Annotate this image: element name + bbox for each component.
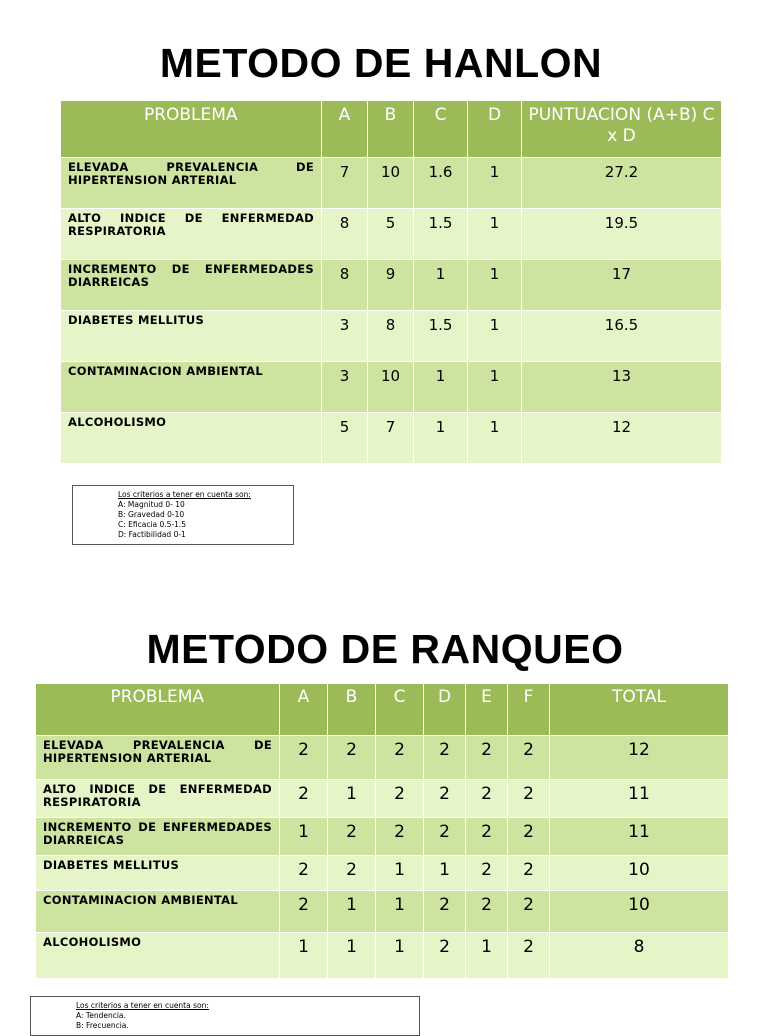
total-cell: 11 <box>550 818 729 856</box>
total-cell: 10 <box>550 856 729 891</box>
value-cell: 2 <box>328 818 376 856</box>
value-cell: 1 <box>414 260 468 311</box>
table-row <box>61 362 722 413</box>
score-cell: 13 <box>522 362 722 413</box>
ranqueo-header-c: C <box>376 684 424 736</box>
hanlon-header-a: A <box>322 101 368 158</box>
table-row <box>61 209 722 260</box>
value-cell: 1 <box>414 362 468 413</box>
value-cell: 2 <box>424 933 466 979</box>
value-cell: 5 <box>368 209 414 260</box>
table-row <box>36 933 729 979</box>
problem-cell: ALCOHOLISMO <box>36 933 280 979</box>
value-cell: 2 <box>328 856 376 891</box>
value-cell: 1 <box>424 856 466 891</box>
criteria-line: B: Frecuencia. <box>76 1021 129 1030</box>
value-cell: 3 <box>322 311 368 362</box>
table-row <box>36 736 729 780</box>
value-cell: 1 <box>280 818 328 856</box>
value-cell: 2 <box>508 818 550 856</box>
problem-cell: CONTAMINACION AMBIENTAL <box>61 362 322 413</box>
value-cell: 7 <box>322 158 368 209</box>
ranqueo-header-problema: PROBLEMA <box>36 684 280 736</box>
ranqueo-table <box>35 684 729 979</box>
table-row <box>36 780 729 818</box>
total-cell: 11 <box>550 780 729 818</box>
hanlon-table <box>60 101 722 464</box>
value-cell: 8 <box>322 260 368 311</box>
value-cell: 2 <box>376 780 424 818</box>
value-cell: 2 <box>466 891 508 933</box>
score-cell: 19.5 <box>522 209 722 260</box>
value-cell: 2 <box>424 818 466 856</box>
value-cell: 1 <box>468 311 522 362</box>
value-cell: 1.5 <box>414 311 468 362</box>
value-cell: 2 <box>424 780 466 818</box>
table-row <box>36 856 729 891</box>
score-cell: 16.5 <box>522 311 722 362</box>
problem-cell: DIABETES MELLITUS <box>36 856 280 891</box>
value-cell: 2 <box>424 736 466 780</box>
value-cell: 2 <box>466 780 508 818</box>
value-cell: 2 <box>280 891 328 933</box>
value-cell: 1 <box>468 260 522 311</box>
value-cell: 2 <box>466 856 508 891</box>
table-row <box>61 311 722 362</box>
value-cell: 9 <box>368 260 414 311</box>
value-cell: 1 <box>468 413 522 464</box>
ranqueo-title: METODO DE RANQUEO <box>146 626 624 672</box>
criteria-line: B: Gravedad 0-10 <box>118 510 185 519</box>
ranqueo-criteria-box <box>30 996 420 1036</box>
problem-cell: ELEVADA PREVALENCIA DE HIPERTENSION ARTERIAL <box>61 158 322 209</box>
value-cell: 2 <box>508 891 550 933</box>
value-cell: 2 <box>328 736 376 780</box>
value-cell: 2 <box>280 780 328 818</box>
value-cell: 2 <box>376 818 424 856</box>
value-cell: 1 <box>328 933 376 979</box>
table-row <box>61 260 722 311</box>
value-cell: 1 <box>468 158 522 209</box>
value-cell: 2 <box>508 856 550 891</box>
score-cell: 27.2 <box>522 158 722 209</box>
table-row <box>61 158 722 209</box>
value-cell: 1 <box>468 209 522 260</box>
problem-cell: ALCOHOLISMO <box>61 413 322 464</box>
value-cell: 3 <box>322 362 368 413</box>
value-cell: 2 <box>466 818 508 856</box>
ranqueo-header-total: TOTAL <box>550 684 729 736</box>
total-cell: 12 <box>550 736 729 780</box>
hanlon-criteria-box <box>72 485 294 545</box>
problem-cell: CONTAMINACION AMBIENTAL <box>36 891 280 933</box>
value-cell: 2 <box>508 933 550 979</box>
ranqueo-header-b: B <box>328 684 376 736</box>
value-cell: 5 <box>322 413 368 464</box>
value-cell: 2 <box>424 891 466 933</box>
problem-cell: ALTO INDICE DE ENFERMEDAD RESPIRATORIA <box>36 780 280 818</box>
value-cell: 1.5 <box>414 209 468 260</box>
problem-cell: INCREMENTO DE ENFERMEDADES DIARREICAS <box>61 260 322 311</box>
problem-cell: DIABETES MELLITUS <box>61 311 322 362</box>
value-cell: 1 <box>376 933 424 979</box>
value-cell: 1 <box>328 891 376 933</box>
table-row <box>61 413 722 464</box>
value-cell: 8 <box>368 311 414 362</box>
hanlon-header-d: D <box>468 101 522 158</box>
hanlon-header-b: B <box>368 101 414 158</box>
value-cell: 2 <box>280 856 328 891</box>
value-cell: 1 <box>376 856 424 891</box>
value-cell: 1 <box>466 933 508 979</box>
value-cell: 1 <box>376 891 424 933</box>
problem-cell: ALTO INDICE DE ENFERMEDAD RESPIRATORIA <box>61 209 322 260</box>
value-cell: 7 <box>368 413 414 464</box>
hanlon-header-problema: PROBLEMA <box>61 101 322 158</box>
criteria-heading: Los criterios a tener en cuenta son: <box>76 1001 209 1010</box>
value-cell: 1 <box>414 413 468 464</box>
value-cell: 10 <box>368 362 414 413</box>
value-cell: 2 <box>508 780 550 818</box>
score-cell: 17 <box>522 260 722 311</box>
value-cell: 1 <box>468 362 522 413</box>
criteria-line: D: Factibilidad 0-1 <box>118 530 186 539</box>
value-cell: 1 <box>280 933 328 979</box>
value-cell: 8 <box>322 209 368 260</box>
value-cell: 2 <box>376 736 424 780</box>
hanlon-title: METODO DE HANLON <box>159 40 603 86</box>
ranqueo-header-d: D <box>424 684 466 736</box>
criteria-heading: Los criterios a tener en cuenta son: <box>118 490 251 499</box>
value-cell: 2 <box>508 736 550 780</box>
criteria-line: A: Tendencia. <box>76 1011 126 1020</box>
total-cell: 10 <box>550 891 729 933</box>
problem-cell: ELEVADA PREVALENCIA DE HIPERTENSION ARTERIAL <box>36 736 280 780</box>
ranqueo-header-e: E <box>466 684 508 736</box>
criteria-line: C: Eficacia 0.5-1.5 <box>118 520 187 529</box>
hanlon-header-row <box>61 101 722 158</box>
value-cell: 1.6 <box>414 158 468 209</box>
table-row <box>36 891 729 933</box>
problem-cell: INCREMENTO DE ENFERMEDADES DIARREICAS <box>36 818 280 856</box>
ranqueo-header-f: F <box>508 684 550 736</box>
total-cell: 8 <box>550 933 729 979</box>
ranqueo-header-row <box>36 684 729 736</box>
value-cell: 2 <box>280 736 328 780</box>
value-cell: 2 <box>466 736 508 780</box>
ranqueo-header-a: A <box>280 684 328 736</box>
value-cell: 1 <box>328 780 376 818</box>
table-row <box>36 818 729 856</box>
criteria-line: A: Magnitud 0- 10 <box>118 500 185 509</box>
hanlon-header-c: C <box>414 101 468 158</box>
hanlon-header-puntuacion: PUNTUACION (A+B) C x D <box>522 101 722 158</box>
value-cell: 10 <box>368 158 414 209</box>
score-cell: 12 <box>522 413 722 464</box>
